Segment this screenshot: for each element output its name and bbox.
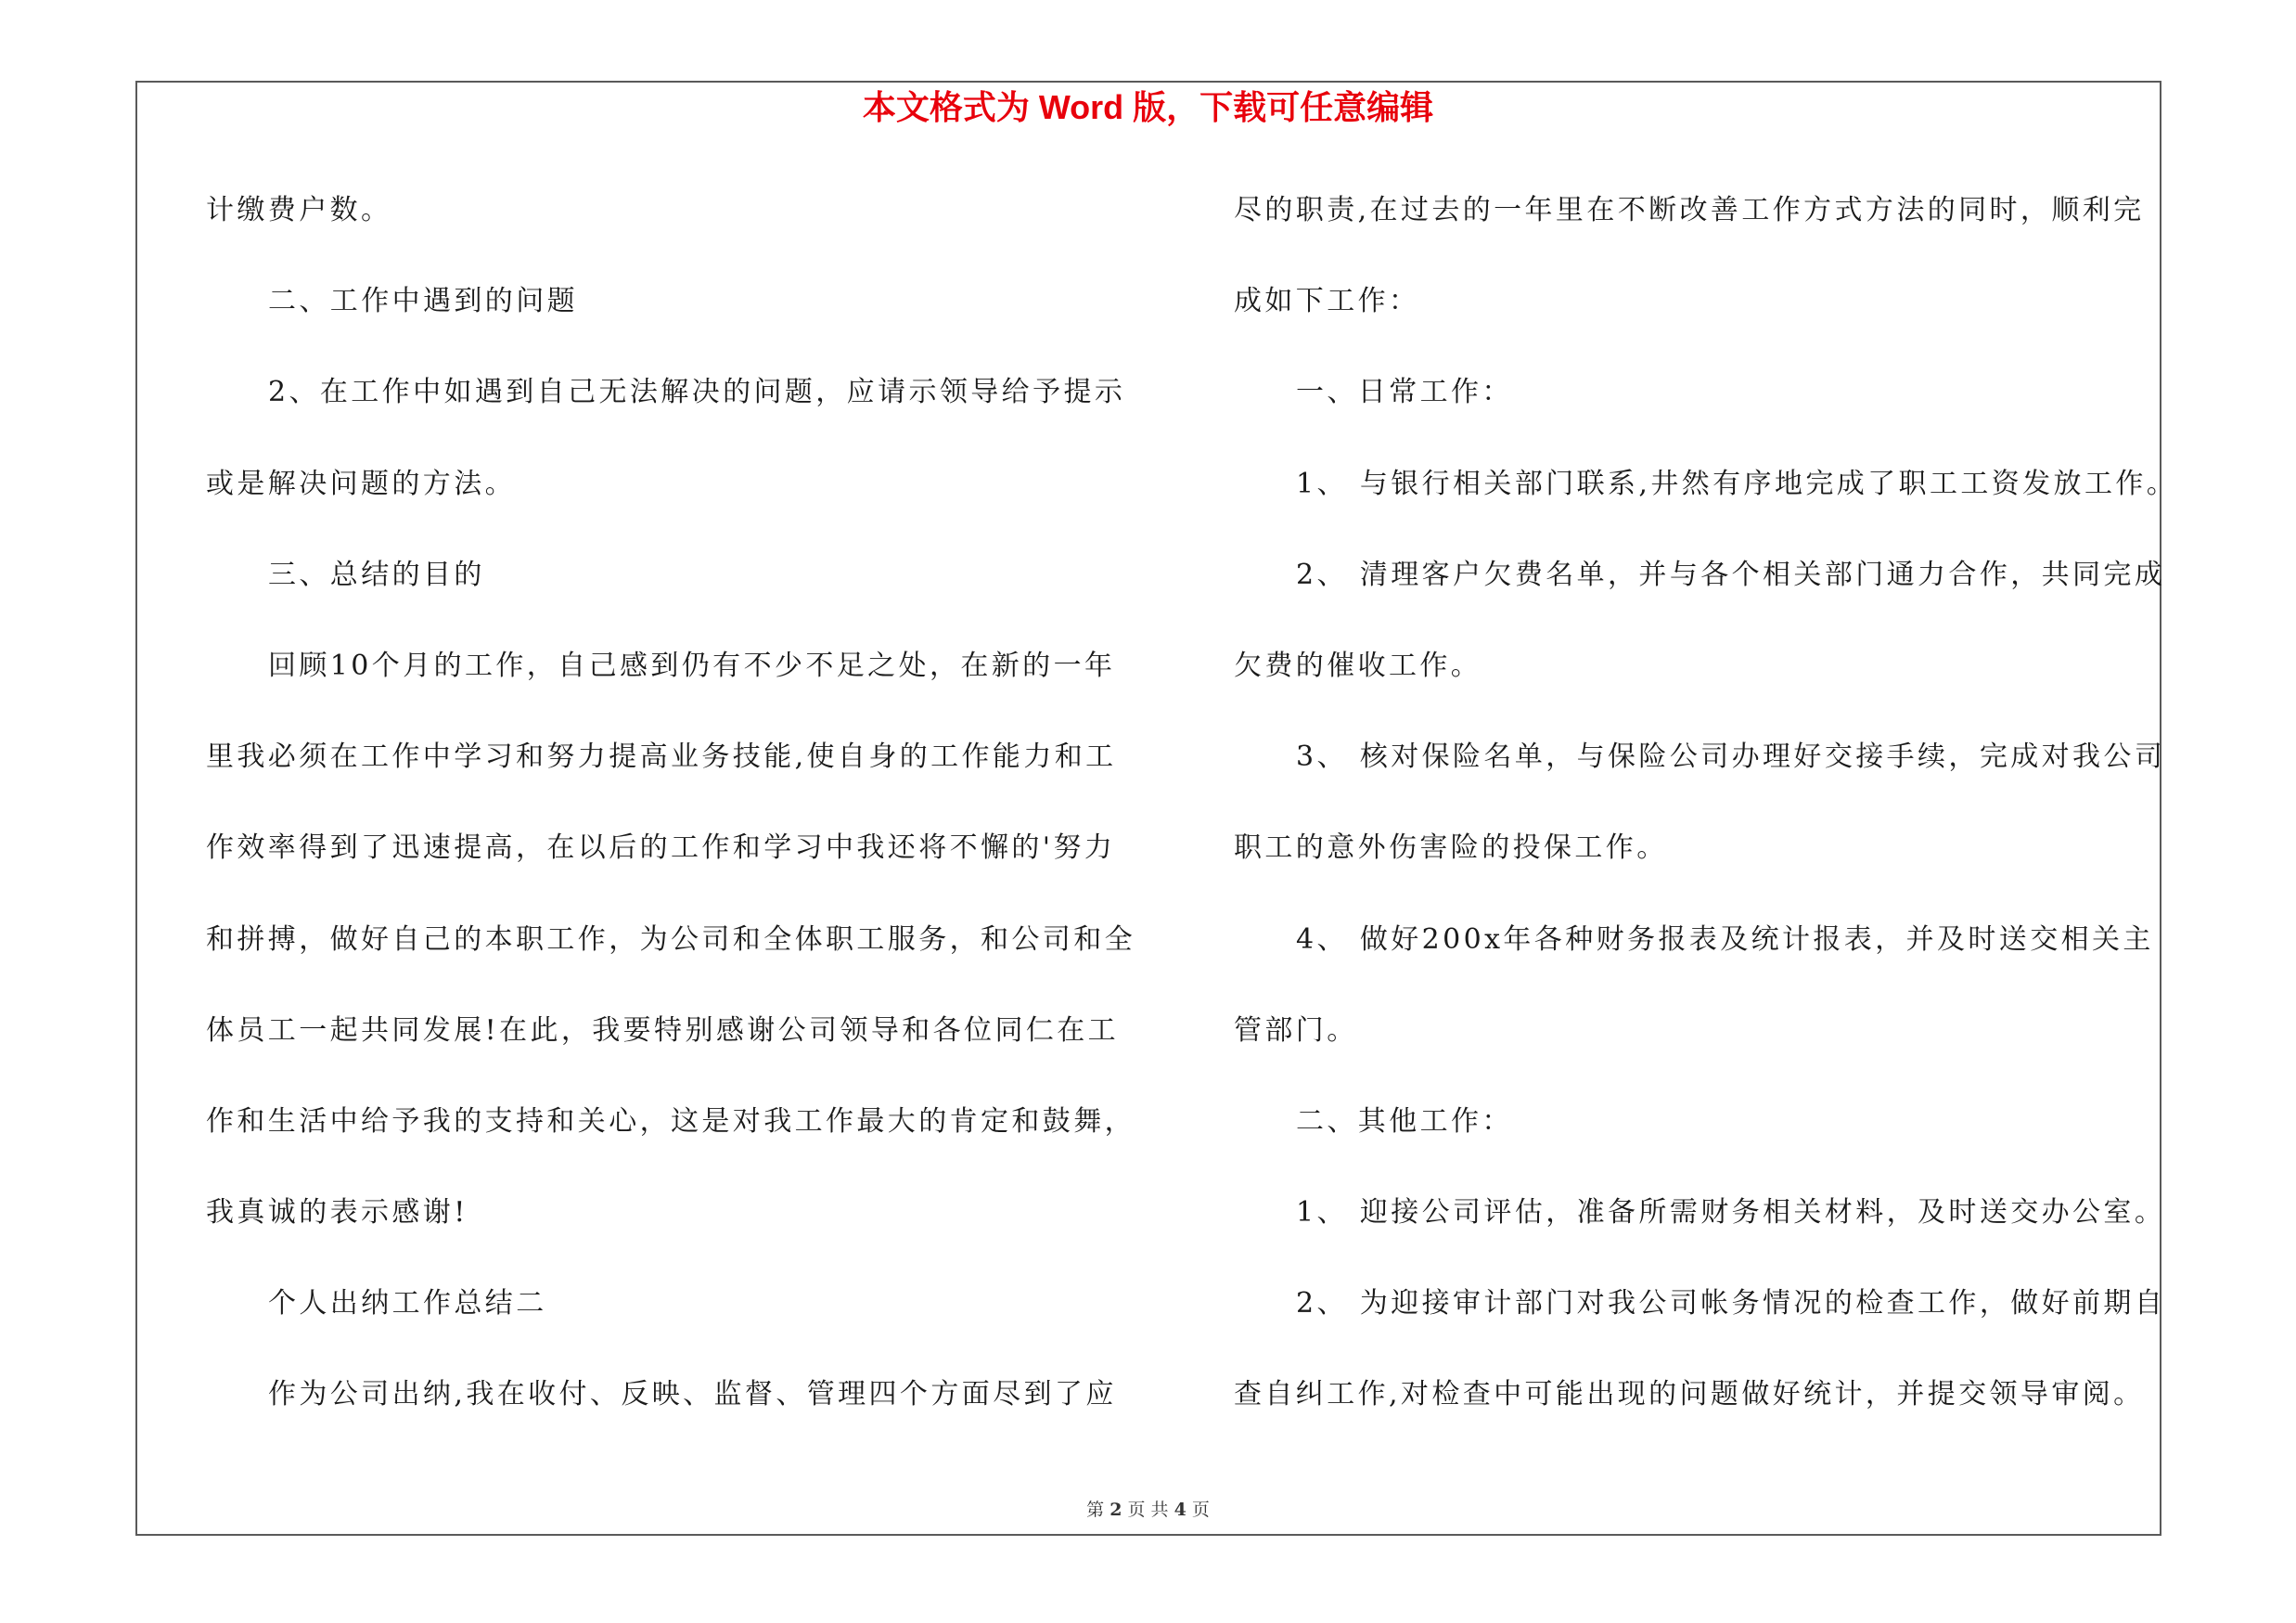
footer-label-after: 页 <box>1191 1500 1210 1520</box>
text-line: 作效率得到了迅速提高，在以后的工作和学习中我还将不懈的'努力 <box>206 831 1116 865</box>
text-line: 尽的职责,在过去的一年里在不断改善工作方式方法的同时，顺利完 <box>1234 194 2145 226</box>
text-line: 里我必须在工作中学习和努力提高业务技能,使自身的工作能力和工 <box>206 741 1117 774</box>
text-line: 我真诚的表示感谢! <box>206 1196 468 1230</box>
paragraph <box>1234 347 2177 438</box>
text-line: 管部门。 <box>1234 1013 1358 1047</box>
current-page-number: 2 <box>1110 1500 1122 1520</box>
left-column <box>206 165 1135 1441</box>
text-line: 查自纠工作,对检查中可能出现的问题做好统计，并提交领导审阅。 <box>1234 1378 2145 1411</box>
text-line: 三、总结的目的 <box>268 558 485 591</box>
paragraph <box>206 256 1135 347</box>
text-line: 作为公司出纳,我在收付、反映、监督、管理四个方面尽到了应 <box>268 1378 1117 1411</box>
text-line: 1、 与银行相关部门联系,井然有序地完成了职工工资发放工作。 <box>1296 467 2178 500</box>
text-line: 一、日常工作： <box>1296 376 1513 409</box>
text-line: 二、工作中遇到的问题 <box>268 285 578 318</box>
text-line: 计缴费户数。 <box>206 194 392 226</box>
text-line: 体员工一起共同发展!在此，我要特别感谢公司领导和各位同仁在工 <box>206 1013 1120 1047</box>
paragraph <box>1234 1076 2177 1167</box>
paragraph <box>206 530 1135 621</box>
total-pages-number: 4 <box>1174 1500 1186 1520</box>
text-line: 3、 核对保险名单，与保险公司办理好交接手续，完成对我公司 <box>1296 741 2166 774</box>
right-column <box>1234 165 2177 1441</box>
text-line: 2、 为迎接审计部门对我公司帐务情况的检查工作，做好前期自 <box>1296 1287 2166 1320</box>
text-line: 和拼搏，做好自己的本职工作，为公司和全体职工服务，和公司和全 <box>206 922 1135 956</box>
paragraph <box>1234 439 2177 530</box>
paragraph <box>1234 530 2177 712</box>
paragraph <box>1234 895 2177 1076</box>
paragraph <box>1234 1258 2177 1440</box>
paragraph <box>1234 712 2177 894</box>
text-line: 4、 做好200x年各种财务报表及统计报表，并及时送交相关主 <box>1296 922 2154 956</box>
text-line: 作和生活中给予我的支持和关心，这是对我工作最大的肯定和鼓舞， <box>206 1104 1135 1138</box>
paragraph <box>206 1349 1135 1440</box>
paragraph <box>206 1258 1135 1349</box>
paragraph <box>1234 165 2177 347</box>
text-line: 2、在工作中如遇到自己无法解决的问题，应请示领导给予提示 <box>268 376 1126 409</box>
text-line: 成如下工作： <box>1234 285 1420 318</box>
text-line: 职工的意外伤害险的投保工作。 <box>1234 831 1668 865</box>
page-number-footer <box>0 1499 2296 1521</box>
paragraph <box>206 621 1135 1258</box>
document-banner-title: 本文格式为 Word 版，下载可任意编辑 <box>862 88 1434 126</box>
footer-label-middle: 页 共 <box>1127 1500 1169 1520</box>
text-line: 二、其他工作： <box>1296 1104 1513 1138</box>
paragraph <box>206 165 1135 256</box>
paragraph <box>1234 1167 2177 1258</box>
text-line: 欠费的催收工作。 <box>1234 649 1482 682</box>
text-line: 2、 清理客户欠费名单，并与各个相关部门通力合作，共同完成 <box>1296 558 2166 591</box>
text-line: 回顾10个月的工作，自己感到仍有不少不足之处，在新的一年 <box>268 649 1116 682</box>
text-line: 1、 迎接公司评估，准备所需财务相关材料，及时送交办公室。 <box>1296 1196 2166 1230</box>
footer-label-before: 第 <box>1086 1500 1105 1520</box>
text-line: 个人出纳工作总结二 <box>268 1287 547 1320</box>
paragraph <box>206 347 1135 529</box>
text-line: 或是解决问题的方法。 <box>206 467 516 500</box>
